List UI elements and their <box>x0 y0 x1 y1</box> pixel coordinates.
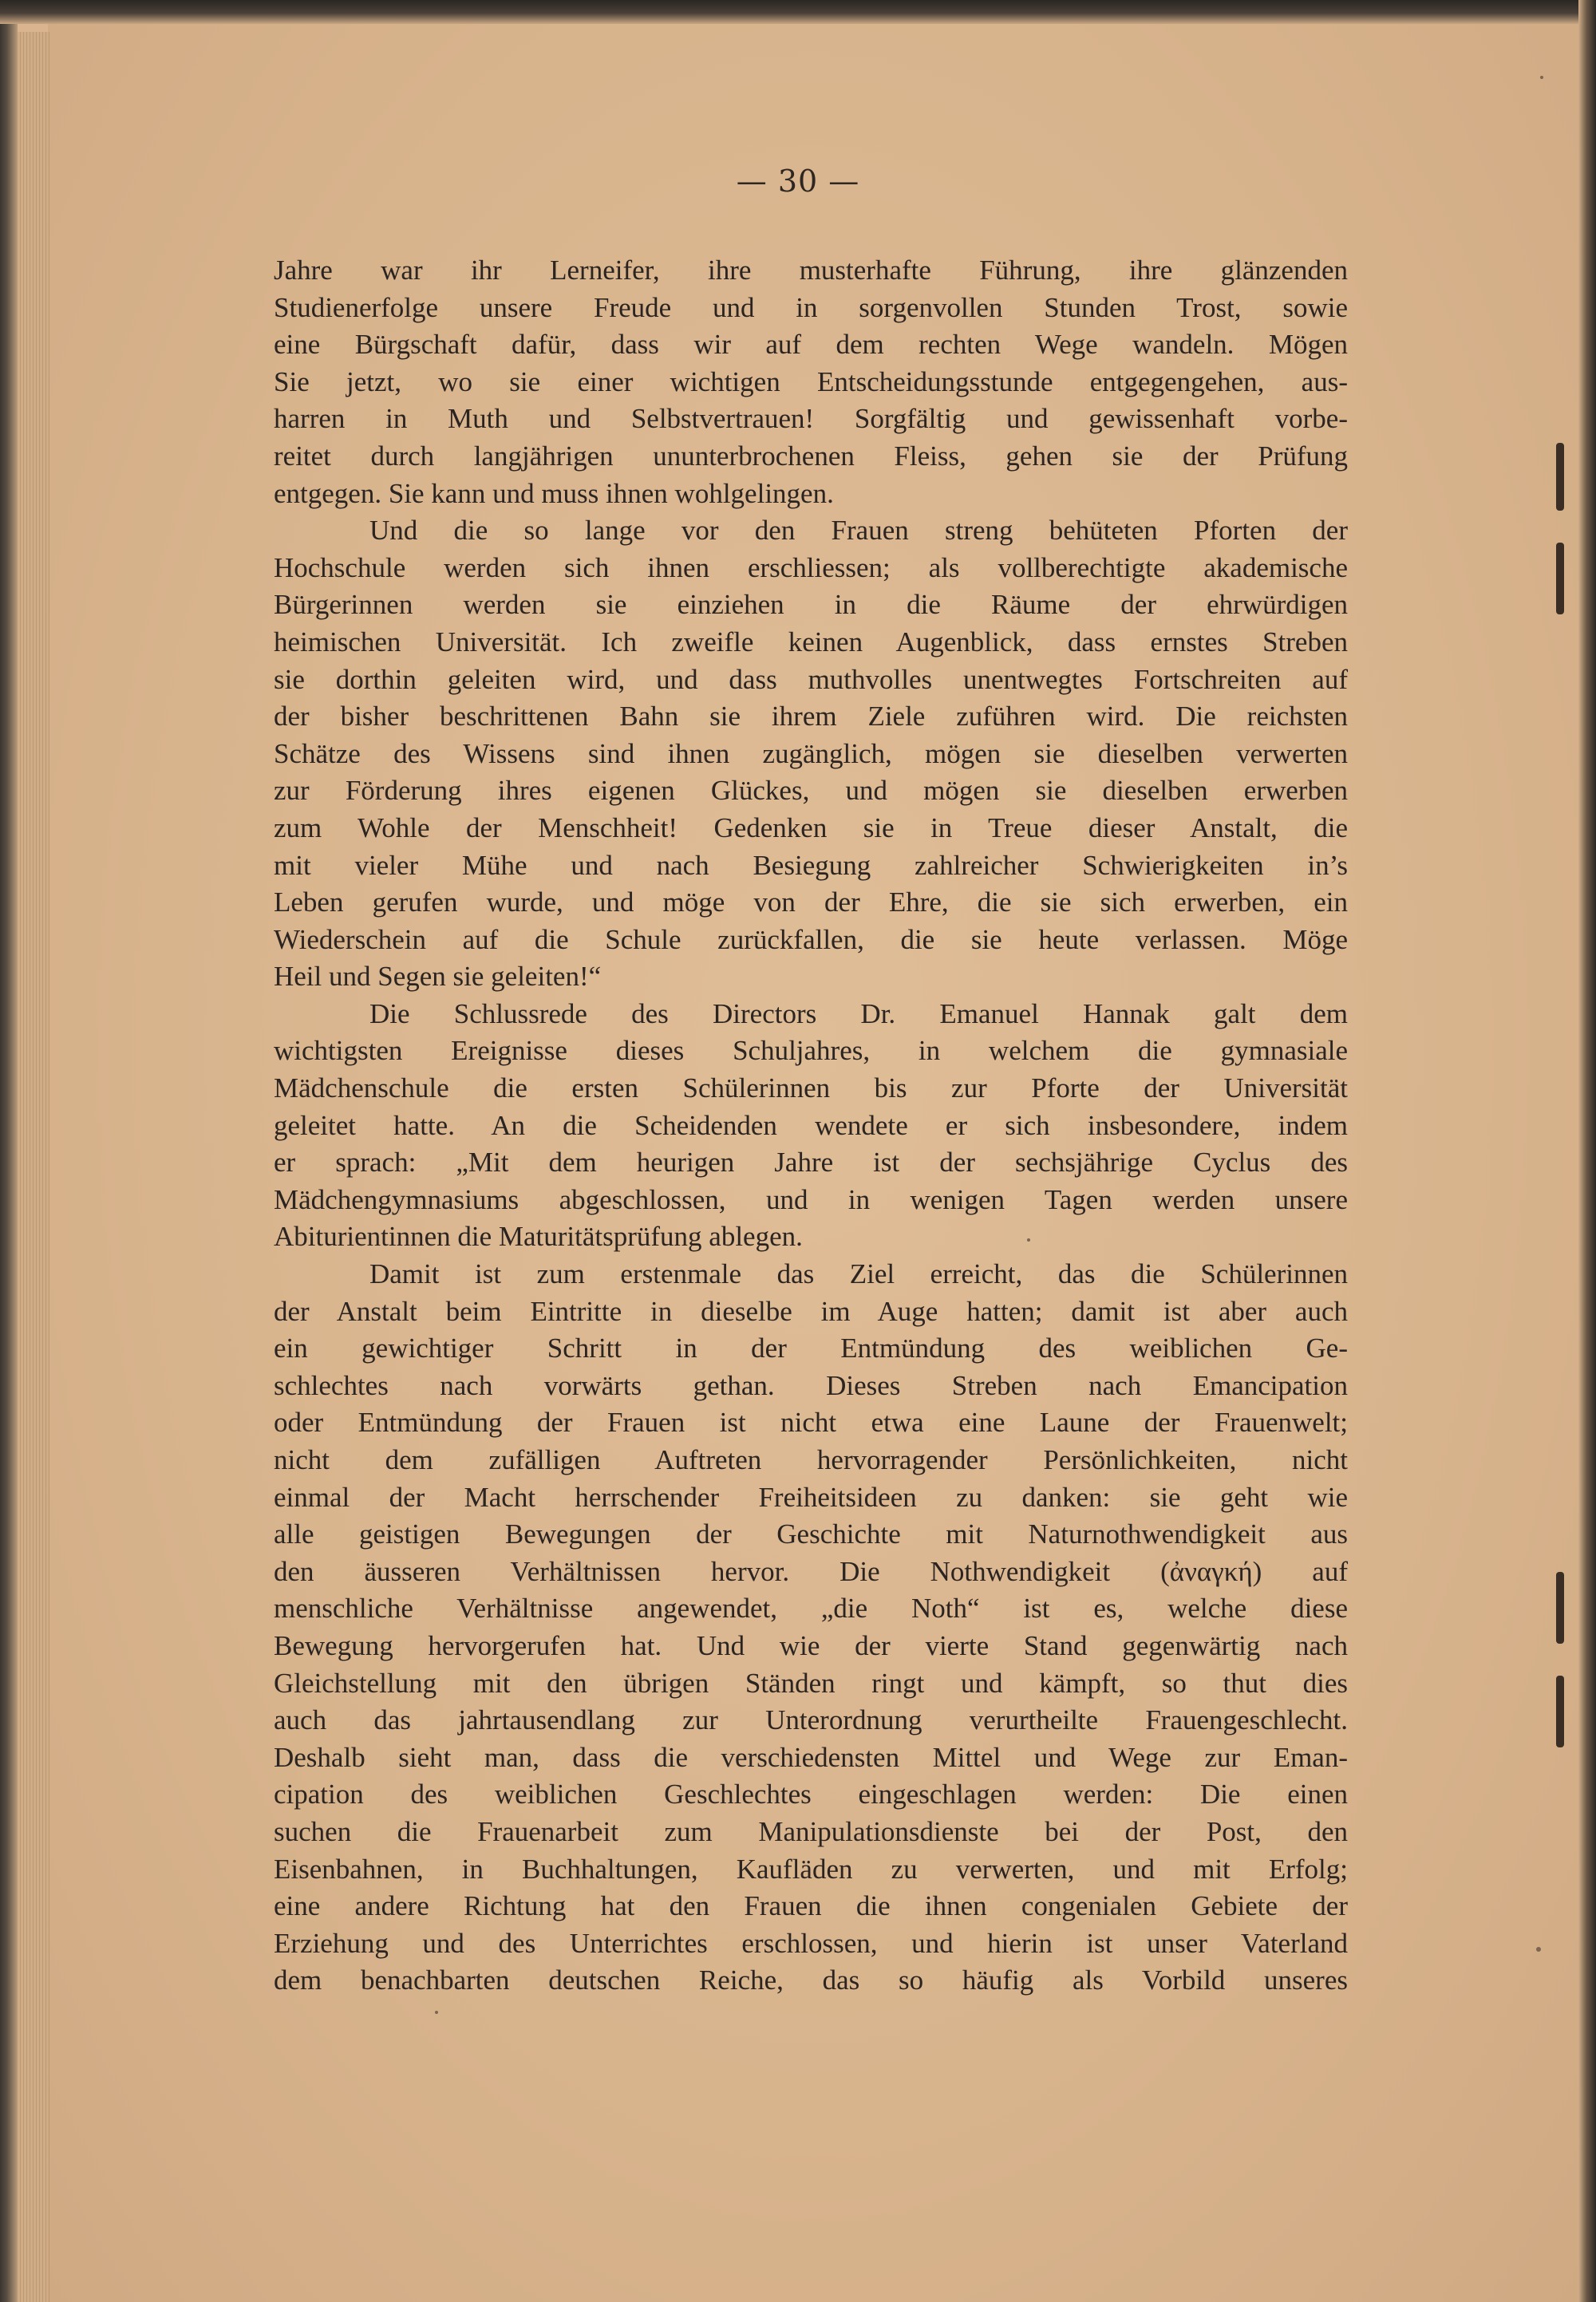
text-line: zur Förderung ihres eigenen Glückes, und mögen sie dieselben erwerben <box>274 775 1348 807</box>
ink-mark <box>1556 543 1564 614</box>
text-line: Bewegung hervorgerufen hat. Und wie der vierte Stand gegenwärtig nach <box>274 1629 1348 1661</box>
text-line: sie dorthin geleiten wird, und dass muthvolles unentwegtes Fortschreiten auf <box>274 663 1348 695</box>
text-line: Damit ist zum erstenmale das Ziel erreicht, das die Schülerinnen <box>369 1258 1348 1290</box>
binding-shadow-left <box>0 0 18 2302</box>
text-line: heimischen Universität. Ich zweifle keinen Augenblick, dass ernstes Streben <box>274 626 1348 657</box>
text-line: Schätze des Wissens sind ihnen zugänglich, mögen sie dieselben verwerten <box>274 737 1348 769</box>
text-line: der bisher beschrittenen Bahn sie ihrem Ziele zuführen wird. Die reichsten <box>274 701 1348 732</box>
scan-border-right <box>1578 0 1596 2302</box>
text-line: Mädchenschule die ersten Schülerinnen bis zur Pforte der Universität <box>274 1072 1348 1104</box>
text-line: zum Wohle der Menschheit! Gedenken sie in Treue dieser Anstalt, die <box>274 811 1348 843</box>
text-line: Studienerfolge unsere Freude und in sorgenvollen Stunden Trost, sowie <box>274 291 1348 323</box>
text-line: Hochschule werden sich ihnen erschliessen; als vollberechtigte akademische <box>274 551 1348 583</box>
page-stack-edge <box>18 32 49 2302</box>
scan-border-top <box>0 0 1596 24</box>
ink-mark <box>1556 443 1564 511</box>
text-line: oder Entmündung der Frauen ist nicht etwa eine Laune der Frauenwelt; <box>274 1407 1348 1439</box>
text-line: Deshalb sieht man, dass die verschiedensten Mittel und Wege zur Eman- <box>274 1741 1348 1773</box>
text-line: nicht dem zufälligen Auftreten hervorragender Persönlichkeiten, nicht <box>274 1444 1348 1475</box>
text-line: Eisenbahnen, in Buchhaltungen, Kaufläden zu verwerten, und mit Erfolg; <box>274 1853 1348 1885</box>
text-line: eine Bürgschaft dafür, dass wir auf dem rechten Wege wandeln. Mögen <box>274 329 1348 361</box>
text-line: entgegen. Sie kann und muss ihnen wohlgelingen. <box>274 477 834 509</box>
text-line: schlechtes nach vorwärts gethan. Dieses Streben nach Emancipation <box>274 1369 1348 1401</box>
text-line: mit vieler Mühe und nach Besiegung zahlreicher Schwierigkeiten in’s <box>274 849 1348 881</box>
text-line: wichtigsten Ereignisse dieses Schuljahres, in welchem die gymnasiale <box>274 1035 1348 1067</box>
text-line: der Anstalt beim Eintritte in dieselbe im Auge hatten; damit ist aber auch <box>274 1295 1348 1327</box>
text-line: Die Schlussrede des Directors Dr. Emanuel Hannak galt dem <box>369 997 1348 1029</box>
text-line: Abiturientinnen die Maturitätsprüfung ablegen. <box>274 1221 803 1253</box>
text-line: er sprach: „Mit dem heurigen Jahre ist der sechsjährige Cyclus des <box>274 1147 1348 1179</box>
text-line: Heil und Segen sie geleiten!“ <box>274 961 602 993</box>
text-line: auch das jahrtausendlang zur Unterordnung verurtheilte Frauengeschlecht. <box>274 1704 1348 1736</box>
text-line: reitet durch langjährigen ununterbrochenen Fleiss, gehen sie der Prüfung <box>274 440 1348 472</box>
ink-mark <box>1556 1572 1564 1644</box>
text-line: harren in Muth und Selbstvertrauen! Sorgfältig und gewissenhaft vorbe- <box>274 403 1348 435</box>
text-line: einmal der Macht herrschender Freiheitsideen zu danken: sie geht wie <box>274 1481 1348 1513</box>
paper-speck <box>1540 76 1543 79</box>
text-line: Wiederschein auf die Schule zurückfallen, die sie heute verlassen. Möge <box>274 923 1348 955</box>
text-line: Leben gerufen wurde, und möge von der Ehre, die sie sich erwerben, ein <box>274 886 1348 918</box>
page-number: — 30 — <box>736 164 860 199</box>
text-line: ein gewichtiger Schritt in der Entmündung des weiblichen Ge- <box>274 1333 1348 1364</box>
body-text <box>274 252 1348 2000</box>
text-line: den äusseren Verhältnissen hervor. Die Nothwendigkeit (ἀναγκή) auf <box>274 1555 1348 1587</box>
text-line: Und die so lange vor den Frauen streng behüteten Pforten der <box>369 515 1348 547</box>
text-line: Sie jetzt, wo sie einer wichtigen Entscheidungsstunde entgegengehen, aus- <box>274 365 1348 397</box>
text-line: dem benachbarten deutschen Reiche, das so häufig als Vorbild unseres <box>274 1964 1348 1996</box>
text-line: Bürgerinnen werden sie einziehen in die Räume der ehrwürdigen <box>274 589 1348 621</box>
text-line: Gleichstellung mit den übrigen Ständen ringt und kämpft, so thut dies <box>274 1667 1348 1699</box>
text-line: Erziehung und des Unterrichtes erschlossen, und hierin ist unser Vaterland <box>274 1927 1348 1959</box>
text-line: eine andere Richtung hat den Frauen die ihnen congenialen Gebiete der <box>274 1890 1348 1922</box>
text-line: cipation des weiblichen Geschlechtes eingeschlagen werden: Die einen <box>274 1779 1348 1810</box>
paper-speck <box>1536 1947 1541 1952</box>
text-line: suchen die Frauenarbeit zum Manipulationsdienste bei der Post, den <box>274 1815 1348 1847</box>
text-line: menschliche Verhältnisse angewendet, „die Noth“ ist es, welche diese <box>274 1593 1348 1625</box>
paper-speck <box>435 2011 438 2014</box>
text-line: geleitet hatte. An die Scheidenden wendete er sich insbesondere, indem <box>274 1109 1348 1141</box>
ink-mark <box>1556 1676 1564 1747</box>
text-line: Mädchengymnasiums abgeschlossen, und in wenigen Tagen werden unsere <box>274 1183 1348 1215</box>
text-line: Jahre war ihr Lerneifer, ihre musterhafte Führung, ihre glänzenden <box>274 255 1348 286</box>
text-line: alle geistigen Bewegungen der Geschichte mit Naturnothwendigkeit aus <box>274 1518 1348 1550</box>
